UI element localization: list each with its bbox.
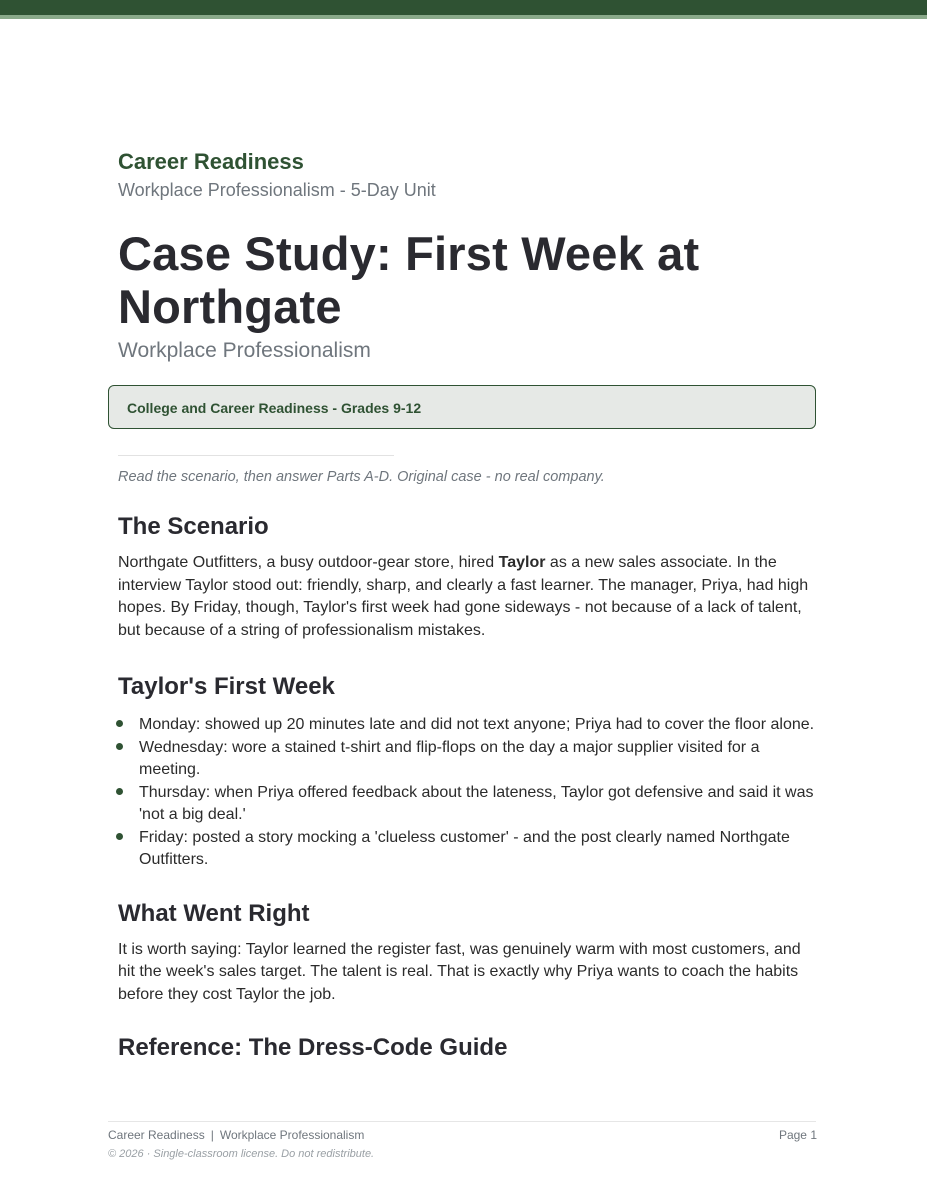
footer-course [108, 1127, 364, 1143]
list-item-text: Wednesday: wore a stained t-shirt and flip-flops on the day a major supplier visited for a meeting. [139, 738, 760, 778]
list-item [118, 737, 818, 782]
first-week-list [118, 714, 818, 872]
footer-divider [108, 1121, 816, 1122]
went-right-section [118, 899, 818, 1007]
scenario-paragraph [118, 552, 818, 642]
course-kicker: Career Readiness [118, 149, 304, 174]
list-item-text: Thursday: when Priya offered feedback about the lateness, Taylor got defensive and said it was 'not a big deal.' [139, 783, 814, 823]
standards-label: College and Career Readiness - Grades 9-12 [127, 400, 422, 416]
bullet-icon [116, 743, 123, 750]
top-accent-stripe [0, 15, 927, 19]
scenario-section [118, 512, 818, 642]
scenario-text-before: Northgate Outfitters, a busy outdoor-gear store, hired [118, 554, 499, 571]
footer-course-name: Career Readiness [108, 1128, 205, 1142]
header-block [118, 148, 818, 365]
list-item-text: Monday: showed up 20 minutes late and did not text anyone; Priya had to cover the floor alone. [139, 716, 815, 733]
bullet-icon [116, 720, 123, 727]
scenario-text-after: as a new sales associate. In the interview Taylor stood out: friendly, sharp, and clearly a fast learner. The manager, Priya, had high hopes. By Friday, though, Taylor's first week had gone sideways - not because of a lack of talent, but because of a string of professionalism mistakes. [118, 554, 809, 639]
body-content [118, 466, 818, 1063]
list-item [118, 782, 818, 827]
footer-separator: | [210, 1128, 214, 1142]
first-week-heading: Taylor's First Week [118, 673, 335, 700]
license-note: © 2026 · Single-classroom license. Do not redistribute. [108, 1148, 375, 1160]
standards-box [108, 385, 816, 429]
first-week-section [118, 672, 818, 872]
went-right-paragraph: It is worth saying: Taylor learned the register fast, was genuinely warm with most customers, and hit the week's sales target. The talent is real. That is exactly why Priya wants to coach the habits before they cost Taylor the job. [118, 940, 801, 1003]
bullet-icon [116, 833, 123, 840]
page-title: Case Study: First Week at Northgate [118, 227, 700, 333]
unit-label: Workplace Professionalism - 5-Day Unit [118, 180, 436, 200]
scenario-name-bold: Taylor [498, 554, 546, 571]
page-subtitle: Workplace Professionalism [118, 339, 371, 362]
list-item-text: Friday: posted a story mocking a 'clueless customer' - and the post clearly named Northgate Outfitters. [139, 828, 790, 868]
reference-heading: Reference: The Dress-Code Guide [118, 1034, 508, 1061]
list-item [118, 827, 818, 872]
top-accent-bar [0, 0, 927, 15]
went-right-heading: What Went Right [118, 899, 310, 927]
bullet-icon [116, 788, 123, 795]
section-divider [118, 455, 394, 456]
footer-unit-name: Workplace Professionalism [219, 1128, 365, 1142]
instructions-note: Read the scenario, then answer Parts A-D. Original case - no real company. [118, 469, 605, 485]
list-item [118, 714, 818, 737]
reference-section [118, 1033, 818, 1063]
scenario-heading: The Scenario [118, 513, 269, 540]
page-number: Page 1 [778, 1128, 817, 1142]
